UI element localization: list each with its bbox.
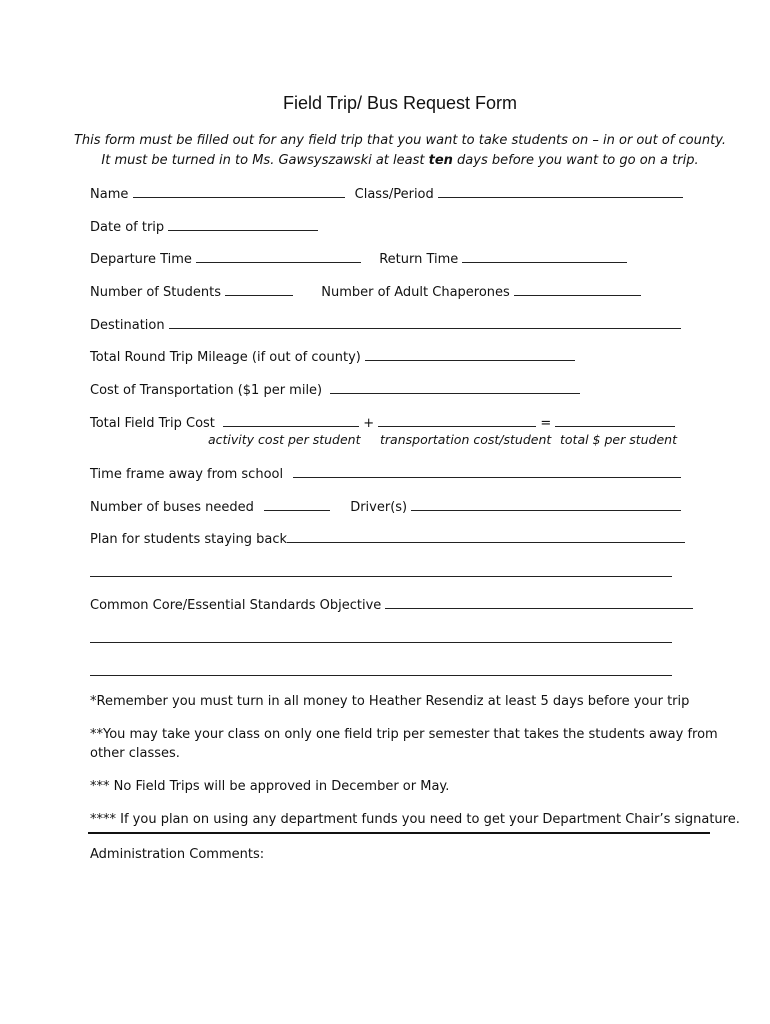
objective-line-3[interactable] [90, 663, 672, 676]
note-one-trip-cont: other classes. [90, 746, 180, 761]
activity-cost-field[interactable] [223, 414, 359, 427]
mileage-field[interactable] [365, 348, 575, 361]
drivers-label: Driver(s) [350, 500, 408, 515]
note-department-funds: **** If you plan on using any department funds you need to get your Department Chair’s signature. [90, 812, 740, 827]
total-per-student-field[interactable] [555, 414, 675, 427]
objective-field[interactable] [385, 596, 693, 609]
transport-cost-field[interactable] [330, 381, 580, 394]
date-of-trip-field[interactable] [168, 218, 318, 231]
plan-label: Plan for students staying back [90, 532, 288, 547]
note-one-trip: **You may take your class on only one field trip per semester that takes the students away from [90, 727, 718, 742]
total-cost-row [90, 414, 675, 431]
equals-sign: = [540, 416, 552, 431]
total-cost-label: Total Field Trip Cost [90, 416, 215, 431]
class-period-label: Class/Period [354, 187, 434, 202]
time-row [90, 250, 627, 267]
date-row [90, 218, 318, 235]
note-no-trips: *** No Field Trips will be approved in December or May. [90, 779, 450, 794]
class-period-field[interactable] [438, 185, 683, 198]
intro-line-2-end: days before you want to go on a trip. [452, 153, 699, 168]
divider-rule [88, 832, 710, 834]
plan-field[interactable] [287, 530, 685, 543]
time-frame-row [90, 465, 681, 482]
mileage-row [90, 348, 575, 365]
transport-cost-label: Cost of Transportation ($1 per mile) [90, 383, 323, 398]
form-title: Field Trip/ Bus Request Form [282, 93, 518, 113]
counts-row [90, 283, 641, 300]
destination-row [90, 316, 681, 333]
departure-time-field[interactable] [196, 250, 361, 263]
plan-row [90, 530, 685, 547]
intro-line-2-start: It must be turned in to Ms. Gawsyszawski at least [101, 153, 429, 168]
plan-line-2[interactable] [90, 564, 672, 577]
departure-time-label: Departure Time [90, 252, 192, 267]
transport-cost-row [90, 381, 580, 398]
plus-sign: + [363, 416, 375, 431]
mileage-label: Total Round Trip Mileage (if out of county) [90, 350, 361, 365]
intro-line-1: This form must be filled out for any field trip that you want to take students on – in or out of county. [73, 133, 727, 148]
name-field[interactable] [133, 185, 345, 198]
intro-line-2 [0, 153, 770, 168]
intro-emphasis: ten [428, 153, 453, 168]
name-label: Name [90, 187, 129, 202]
number-of-students-label: Number of Students [90, 285, 221, 300]
buses-row [90, 498, 681, 515]
objective-label: Common Core/Essential Standards Objective [90, 598, 382, 613]
transportation-cost-field[interactable] [378, 414, 536, 427]
time-frame-label: Time frame away from school [90, 467, 284, 482]
objective-line-2[interactable] [90, 630, 672, 643]
activity-cost-caption: activity cost per student [208, 432, 361, 447]
drivers-field[interactable] [411, 498, 681, 511]
destination-label: Destination [90, 318, 165, 333]
name-row [90, 185, 683, 202]
admin-comments-label: Administration Comments: [90, 847, 265, 862]
chaperones-field[interactable] [514, 283, 641, 296]
date-of-trip-label: Date of trip [90, 220, 165, 235]
buses-field[interactable] [264, 498, 330, 511]
chaperones-label: Number of Adult Chaperones [321, 285, 510, 300]
note-money: *Remember you must turn in all money to Heather Resendiz at least 5 days before your trip [90, 694, 690, 709]
total-per-student-caption: total $ per student [560, 432, 678, 447]
transportation-cost-caption: transportation cost/student [380, 432, 552, 447]
return-time-field[interactable] [462, 250, 627, 263]
return-time-label: Return Time [379, 252, 459, 267]
destination-field[interactable] [169, 316, 681, 329]
time-frame-field[interactable] [293, 465, 681, 478]
buses-label: Number of buses needed [90, 500, 254, 515]
number-of-students-field[interactable] [225, 283, 293, 296]
objective-row [90, 596, 693, 613]
